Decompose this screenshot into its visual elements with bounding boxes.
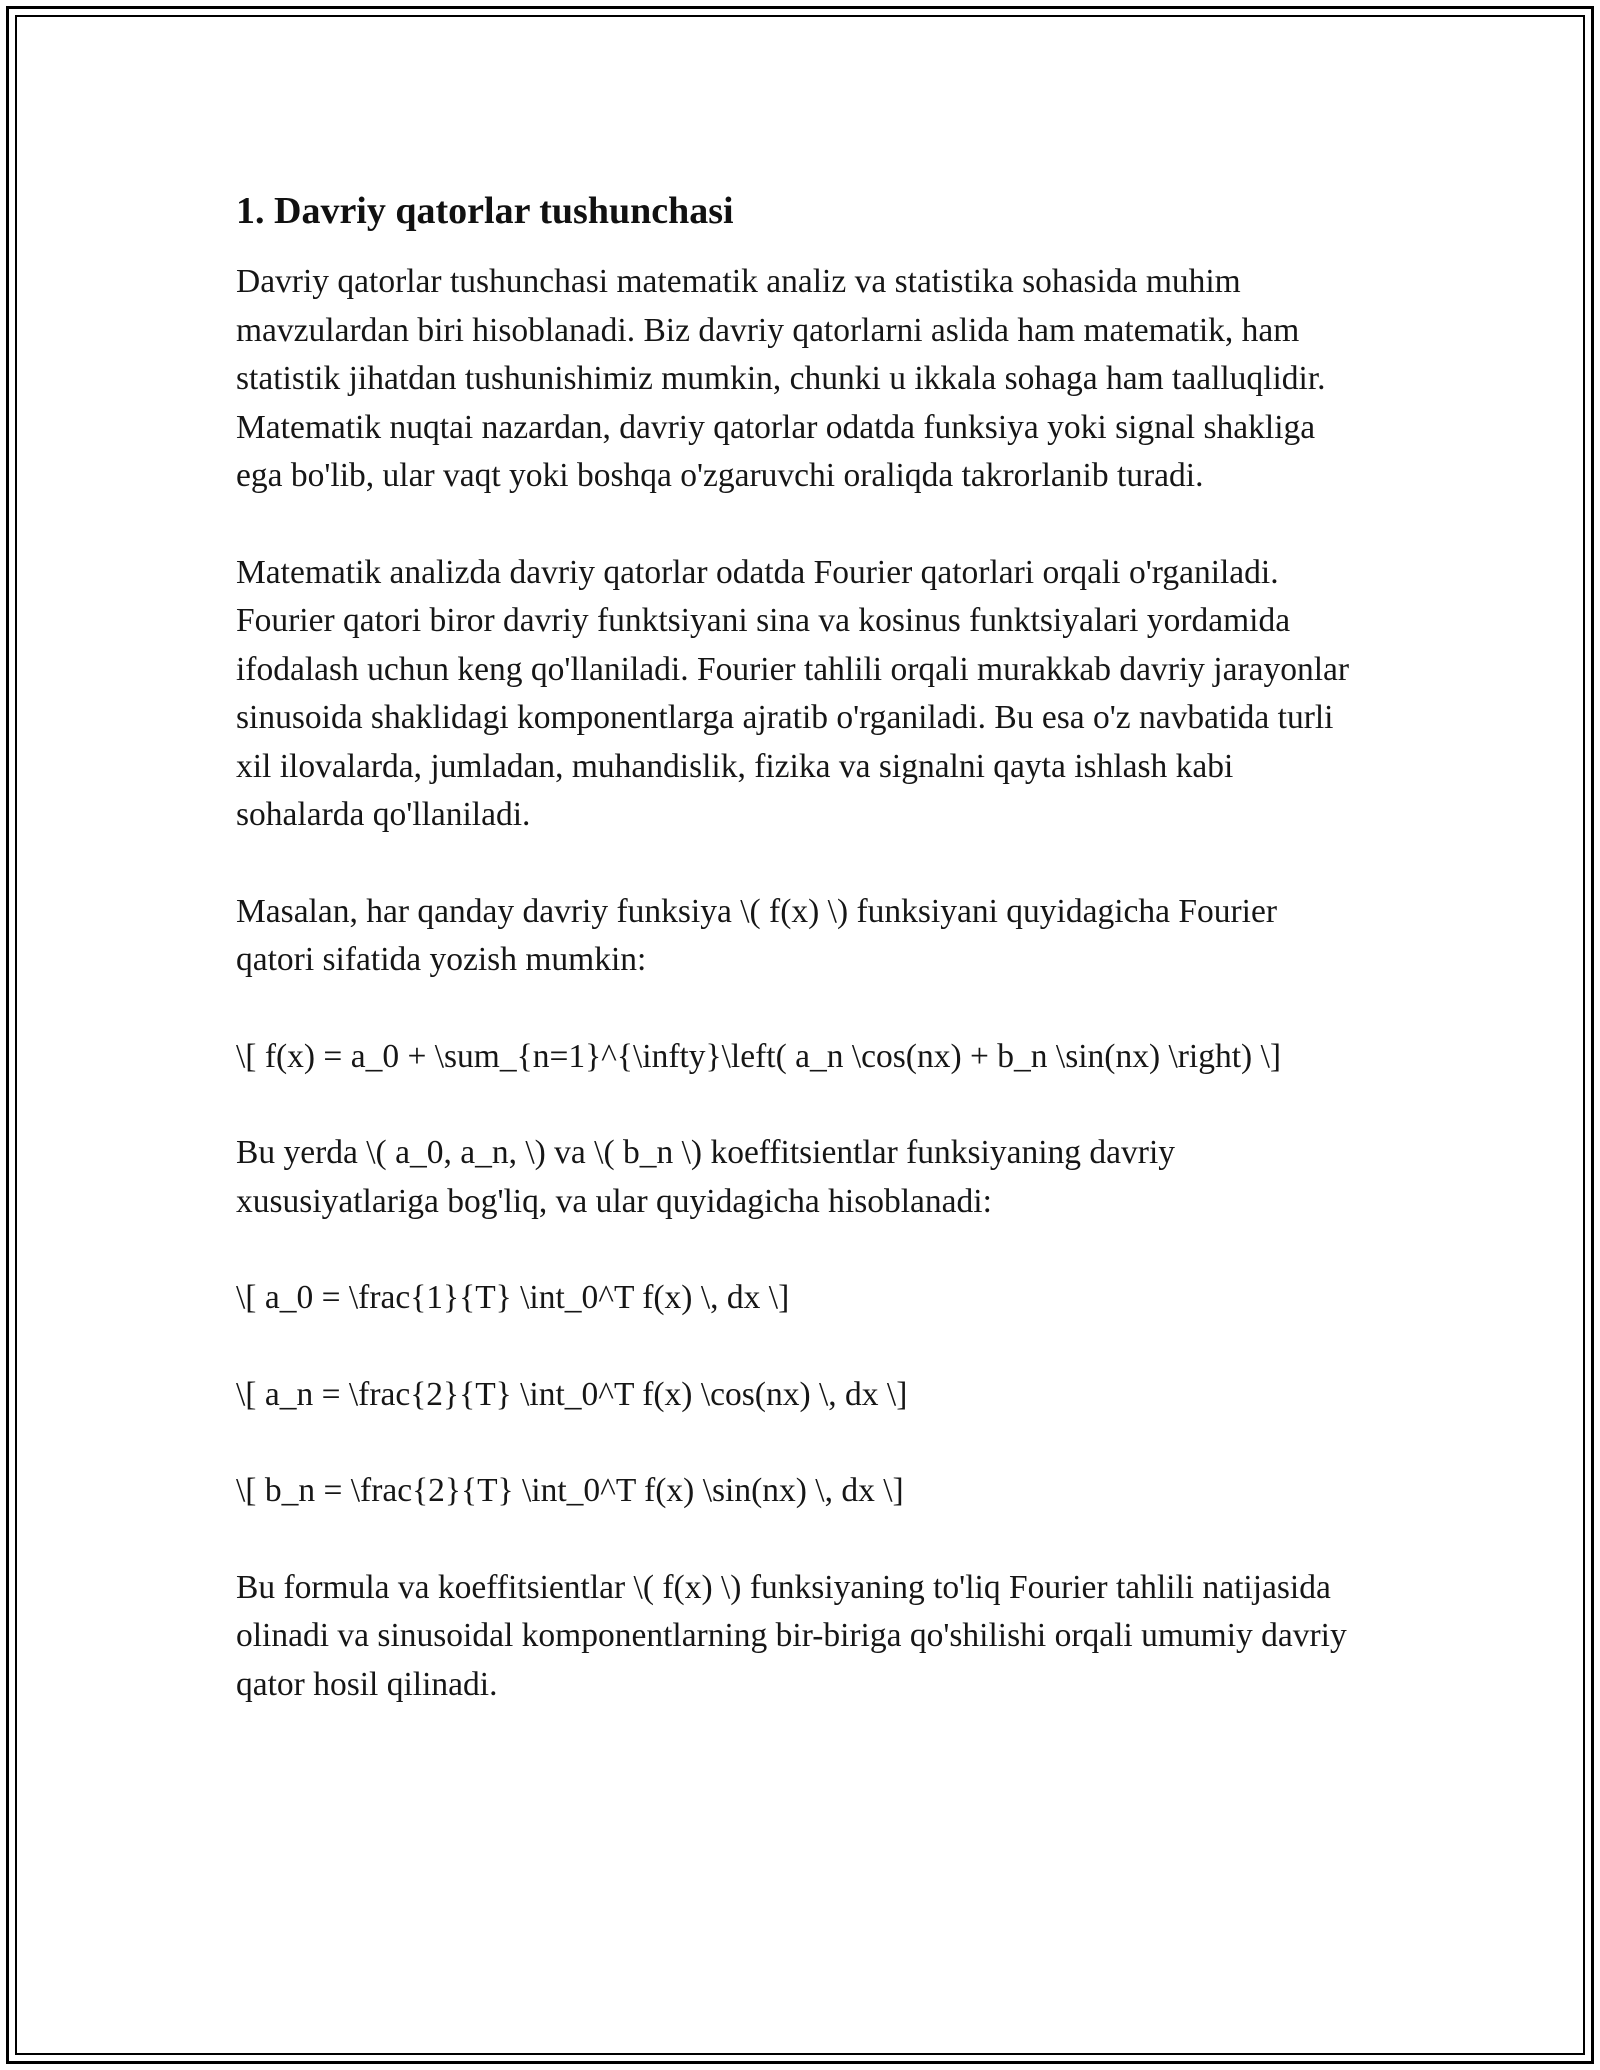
intro-paragraph: Davriy qatorlar tushunchasi matematik analiz va statistika sohasida muhim mavzulardan biri hisoblanadi. Biz davriy qatorlarni aslida ham matematik, ham statistik jihatdan tushunishimiz mumkin, chunki u ikkala sohaga ham taalluqlidir. Matematik nuqtai nazardan, davriy qatorlar odatda funksiya yoki signal shakliga ega bo'lib, ular vaqt yoki boshqa o'zgaruvchi oraliqda takrorlanib turadi.	[236, 263, 1326, 494]
fourier-series-formula: \[ f(x) = a_0 + \sum_{n=1}^{\infty}\left( a_n \cos(nx) + b_n \sin(nx) \right) \]	[236, 1037, 1282, 1075]
fourier-analysis-paragraph: Matematik analizda davriy qatorlar odatda Fourier qatorlari orqali o'rganiladi. Fourier qatori biror davriy funktsiyani sina va kosinus funktsiyalari yordamida ifodalash uchun keng qo'llaniladi. Fourier tahlili orqali murakkab davriy jarayonlar sinusoida shaklidagi komponentlarga ajratib o'rganiladi. Bu esa o'z navbatida turli xil ilovalarda, jumladan, muhandislik, fizika va signalni qayta ishlash kabi sohalarda qo'llaniladi.	[236, 553, 1350, 833]
a0-formula: \[ a_0 = \frac{1}{T} \int_0^T f(x) \, dx \]	[236, 1279, 790, 1316]
bn-formula: \[ b_n = \frac{2}{T} \int_0^T f(x) \sin(nx) \, dx \]	[236, 1472, 904, 1509]
conclusion-paragraph: Bu formula va koeffitsientlar \( f(x) \) funksiyaning to'liq Fourier tahlili natijasida olinadi va sinusoidal komponentlarning bir-biriga qo'shilishi orqali umumiy davriy qator hosil qilinadi.	[236, 1568, 1347, 1703]
an-formula: \[ a_n = \frac{2}{T} \int_0^T f(x) \cos(nx) \, dx \]	[236, 1375, 908, 1413]
document-body	[236, 186, 1356, 1709]
section-heading: 1. Davriy qatorlar tushunchasi	[236, 190, 734, 232]
example-paragraph: Masalan, har qanday davriy funksiya \( f(x) \) funksiyani quyidagicha Fourier qatori sifatida yozish mumkin:	[236, 892, 1277, 978]
coefficients-paragraph: Bu yerda \( a_0, a_n, \) va \( b_n \) koeffitsientlar funksiyaning davriy xususiyatlariga bog'liq, va ular quyidagicha hisoblanadi:	[236, 1134, 1175, 1220]
